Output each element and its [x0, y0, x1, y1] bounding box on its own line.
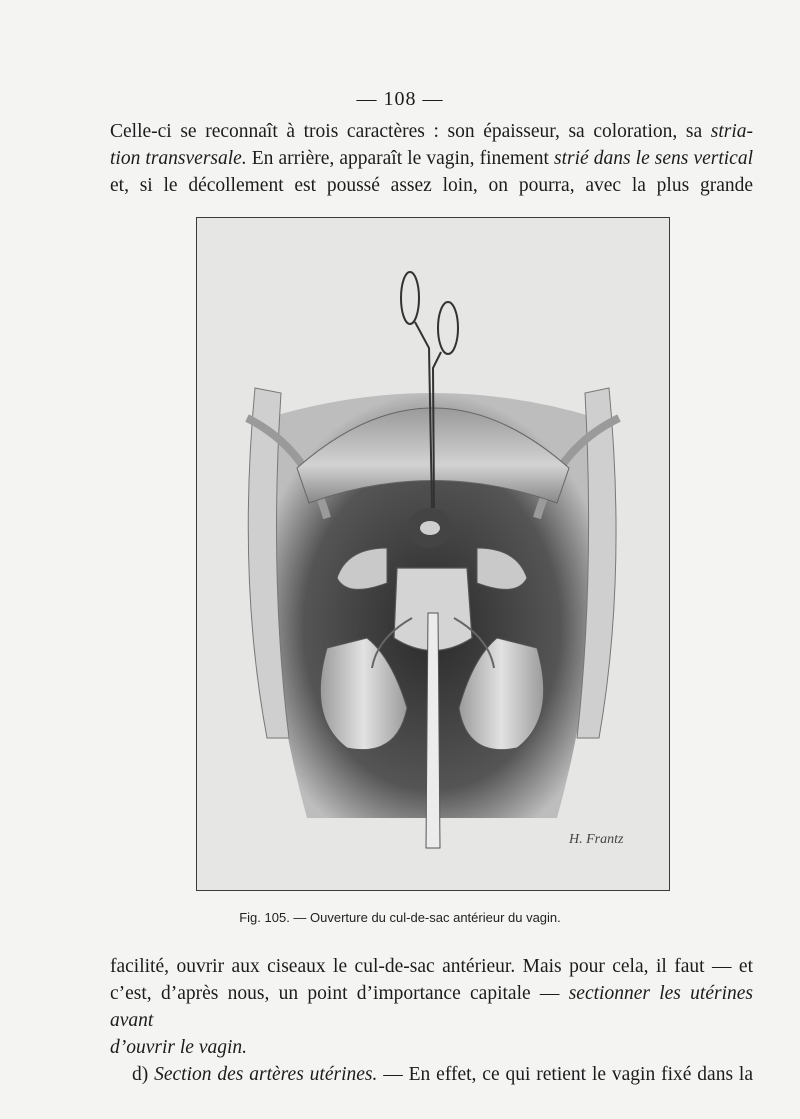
paragraph-line	[110, 1061, 753, 1088]
italic-run: sectionner les utérines avant	[110, 983, 753, 1031]
paragraph-line	[110, 980, 753, 1034]
paragraph-line: facilité, ouvrir aux ciseaux le cul-de-sac antérieur. Mais pour cela, il faut — et	[110, 956, 753, 977]
paragraph-line: d’ouvrir le vagin.	[110, 1037, 248, 1058]
paragraph-line: et, si le décollement est poussé assez loin, on pourra, avec la plus grande	[110, 175, 753, 196]
text-run: Celle-ci se reconnaît à trois caractères : son épaisseur, sa coloration, sa	[110, 121, 711, 142]
artist-signature: H. Frantz	[569, 832, 624, 847]
text-run: En arrière, apparaît le vagin, finement	[246, 148, 554, 169]
paragraph-line	[110, 118, 753, 145]
italic-run: tion transversale.	[110, 148, 247, 169]
page-number: — 108 —	[356, 88, 444, 110]
bottom-paragraph	[110, 953, 753, 1088]
italic-run: Section des artères utérines.	[154, 1064, 378, 1085]
text-run: c’est, d’après nous, un point d’importance capitale —	[110, 983, 569, 1004]
text-run: d)	[132, 1064, 155, 1085]
paragraph-line	[110, 145, 753, 172]
surgical-illustration	[197, 218, 669, 890]
figure-caption: Fig. 105. — Ouverture du cul-de-sac antérieur du vagin.	[239, 910, 561, 925]
text-run: — En effet, ce qui retient le vagin fixé dans la	[377, 1064, 753, 1085]
italic-run: strié dans le sens vertical	[554, 148, 754, 169]
top-paragraph	[110, 118, 753, 199]
figure-illustration	[196, 217, 670, 891]
italic-run: stria-	[710, 121, 753, 142]
